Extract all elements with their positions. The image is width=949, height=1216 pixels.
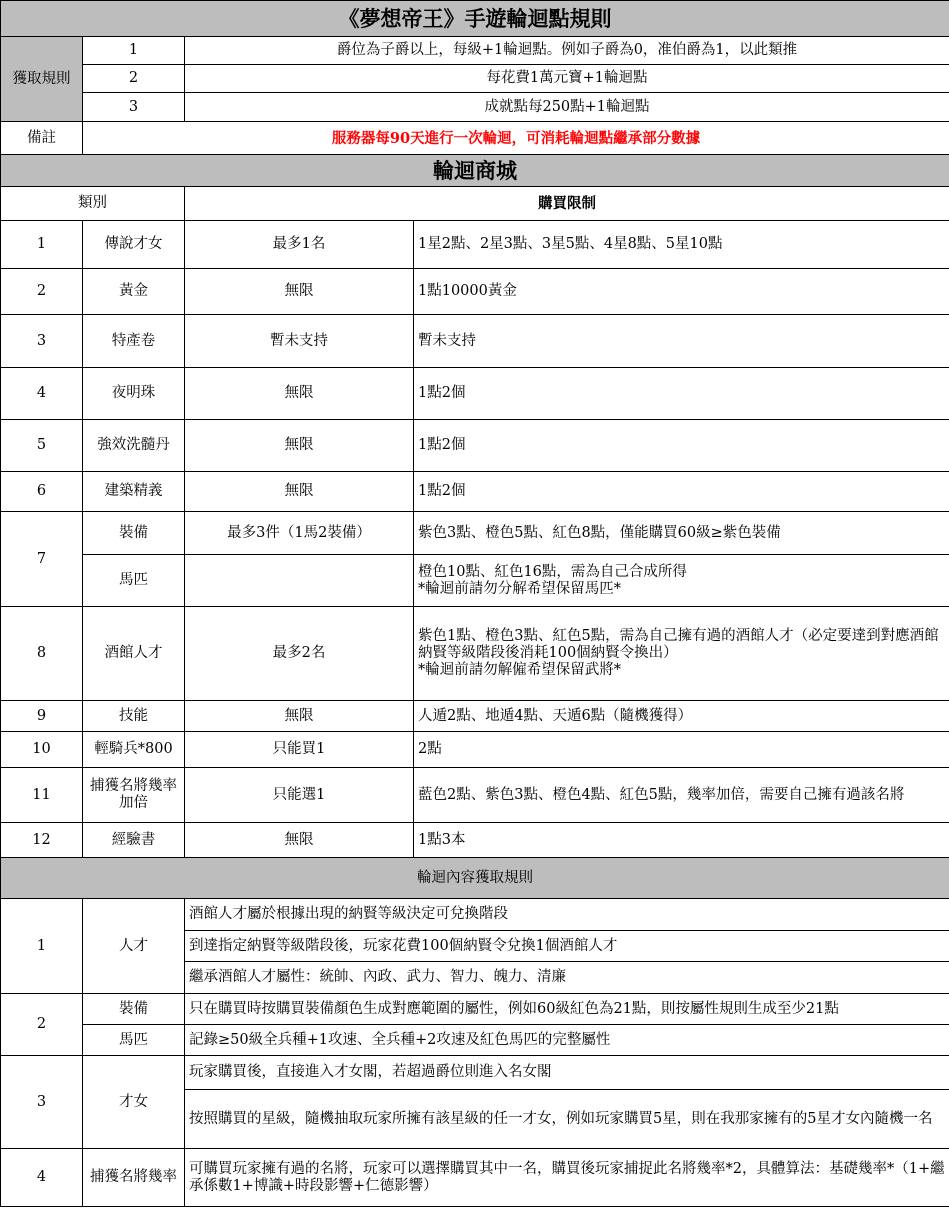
shop-title: 輪迴商城 — [1, 155, 949, 187]
item-name: 裝備 — [83, 512, 185, 555]
item-desc: 1點2個 — [414, 420, 949, 472]
table-row — [1, 899, 949, 931]
row-number: 10 — [1, 732, 83, 768]
item-desc: 藍色2點、紫色3點、橙色4點、紅色5點，幾率加倍，需要自己擁有過該名將 — [414, 768, 949, 823]
row-number: 3 — [1, 1056, 83, 1149]
item-desc-line: 橙色10點、紅色16點，需為自己合成所得 — [418, 563, 687, 580]
table-row — [1, 315, 949, 368]
item-limit: 最多2名 — [185, 607, 414, 701]
item-limit: 無限 — [185, 368, 414, 420]
item-name: 捕獲名將幾率加倍 — [83, 768, 185, 823]
item-name: 建築精義 — [83, 472, 185, 512]
item-name: 輕騎兵*800 — [83, 732, 185, 768]
item-name: 酒館人才 — [83, 607, 185, 701]
col-header-category: 類別 — [1, 187, 185, 221]
note-label: 備註 — [1, 122, 83, 155]
rule-number: 3 — [83, 93, 185, 122]
item-name: 傳說才女 — [83, 221, 185, 269]
table-row — [1, 368, 949, 420]
rule-line: 只在購買時按購買裝備顏色生成對應範圍的屬性，例如60級紅色為21點，則按屬性規則生成至少21點 — [185, 994, 949, 1025]
row-number: 5 — [1, 420, 83, 472]
table-row — [1, 1025, 949, 1056]
table-row — [1, 472, 949, 512]
table-row — [1, 823, 949, 858]
rule-number: 2 — [83, 65, 185, 93]
item-name: 技能 — [83, 701, 185, 732]
item-limit: 無限 — [185, 823, 414, 858]
item-desc — [414, 607, 949, 701]
rule-name: 裝備 — [83, 994, 185, 1025]
table-row — [1, 269, 949, 315]
rules-label: 獲取規則 — [1, 37, 83, 122]
item-name: 黃金 — [83, 269, 185, 315]
row-number: 2 — [1, 994, 83, 1056]
table-row — [1, 221, 949, 269]
table-row — [1, 607, 949, 701]
table-row — [1, 420, 949, 472]
rule-line: 按照購買的星級，隨機抽取玩家所擁有該星級的任一才女，例如玩家購買5星，則在我那家擁有的5星才女內隨機一名 — [185, 1090, 949, 1149]
rule-line: 可購買玩家擁有過的名將，玩家可以選擇購買其中一名，購買後玩家捕捉此名將幾率*2，具體算法：基礎幾率*（1+繼承係數1+博識+時段影響+仁德影響） — [185, 1149, 949, 1207]
row-number: 9 — [1, 701, 83, 732]
rule-text: 爵位為子爵以上，每級+1輪迴點。例如子爵為0，准伯爵為1，以此類推 — [185, 37, 949, 65]
row-number: 1 — [1, 899, 83, 994]
item-limit: 暫未支持 — [185, 315, 414, 368]
row-number: 6 — [1, 472, 83, 512]
col-header-limit: 購買限制 — [185, 187, 949, 221]
page-title: 《夢想帝王》手遊輪迴點規則 — [1, 1, 949, 37]
table-row — [1, 768, 949, 823]
row-number: 11 — [1, 768, 83, 823]
item-desc: 1點2個 — [414, 368, 949, 420]
item-desc-warning: *輪迴前請勿解僱希望保留武將* — [418, 662, 621, 678]
table-row — [1, 732, 949, 768]
table-row — [1, 701, 949, 732]
item-desc: 1點2個 — [414, 472, 949, 512]
note-text: 服務器每90天進行一次輪迴，可消耗輪迴點繼承部分數據 — [83, 122, 949, 155]
row-number: 7 — [1, 512, 83, 607]
item-limit: 只能選1 — [185, 768, 414, 823]
item-name: 特產卷 — [83, 315, 185, 368]
table-row — [1, 512, 949, 555]
table-row — [1, 1149, 949, 1207]
row-number: 3 — [1, 315, 83, 368]
item-limit: 最多3件（1馬2裝備） — [185, 512, 414, 555]
item-desc — [414, 555, 949, 607]
item-limit-empty — [185, 555, 414, 607]
rule-line: 到達指定納賢等級階段後，玩家花費100個納賢令兌換1個酒館人才 — [185, 931, 949, 962]
rule-name: 捕獲名將幾率 — [83, 1149, 185, 1207]
rule-name: 人才 — [83, 899, 185, 994]
table-row — [1, 994, 949, 1025]
item-limit: 最多1名 — [185, 221, 414, 269]
table-row — [1, 1056, 949, 1090]
content-rules-title: 輪迴內容獲取規則 — [1, 858, 949, 899]
item-limit: 無限 — [185, 701, 414, 732]
rule-text: 成就點每250點+1輪迴點 — [185, 93, 949, 122]
row-number: 12 — [1, 823, 83, 858]
rule-name: 才女 — [83, 1056, 185, 1149]
item-limit: 無限 — [185, 269, 414, 315]
rule-number: 1 — [83, 37, 185, 65]
row-number: 4 — [1, 368, 83, 420]
item-desc-warning: *輪迴前請勿分解希望保留馬匹* — [418, 580, 621, 597]
item-name: 夜明珠 — [83, 368, 185, 420]
table-row — [1, 555, 949, 607]
item-desc: 2點 — [414, 732, 949, 768]
item-desc: 1點10000黃金 — [414, 269, 949, 315]
rule-line: 玩家購買後，直接進入才女閣，若超過爵位則進入名女閣 — [185, 1056, 949, 1090]
item-limit: 無限 — [185, 472, 414, 512]
item-desc-line: 紫色1點、橙色3點、紅色5點，需為自己擁有過的酒館人才（必定要達到對應酒館納賢等級階段後消耗100個納賢令換出） — [418, 628, 939, 661]
row-number: 4 — [1, 1149, 83, 1207]
row-number: 2 — [1, 269, 83, 315]
item-desc: 人遁2點、地遁4點、天遁6點（隨機獲得） — [414, 701, 949, 732]
item-limit: 只能買1 — [185, 732, 414, 768]
item-name: 馬匹 — [83, 555, 185, 607]
item-desc: 1點3本 — [414, 823, 949, 858]
item-name: 強效洗髓丹 — [83, 420, 185, 472]
rule-text: 每花費1萬元寶+1輪迴點 — [185, 65, 949, 93]
row-number: 8 — [1, 607, 83, 701]
item-limit: 無限 — [185, 420, 414, 472]
item-name: 經驗書 — [83, 823, 185, 858]
rule-name: 馬匹 — [83, 1025, 185, 1056]
row-number: 1 — [1, 221, 83, 269]
item-desc: 紫色3點、橙色5點、紅色8點，僅能購買60級≥紫色裝備 — [414, 512, 949, 555]
rule-line: 繼承酒館人才屬性：統帥、內政、武力、智力、魄力、清廉 — [185, 962, 949, 994]
rule-line: 記錄≥50級全兵種+1攻速、全兵種+2攻速及紅色馬匹的完整屬性 — [185, 1025, 949, 1056]
item-desc: 1星2點、2星3點、3星5點、4星8點、5星10點 — [414, 221, 949, 269]
item-desc: 暫未支持 — [414, 315, 949, 368]
rule-line: 酒館人才屬於根據出現的納賢等級決定可兌換階段 — [185, 899, 949, 931]
